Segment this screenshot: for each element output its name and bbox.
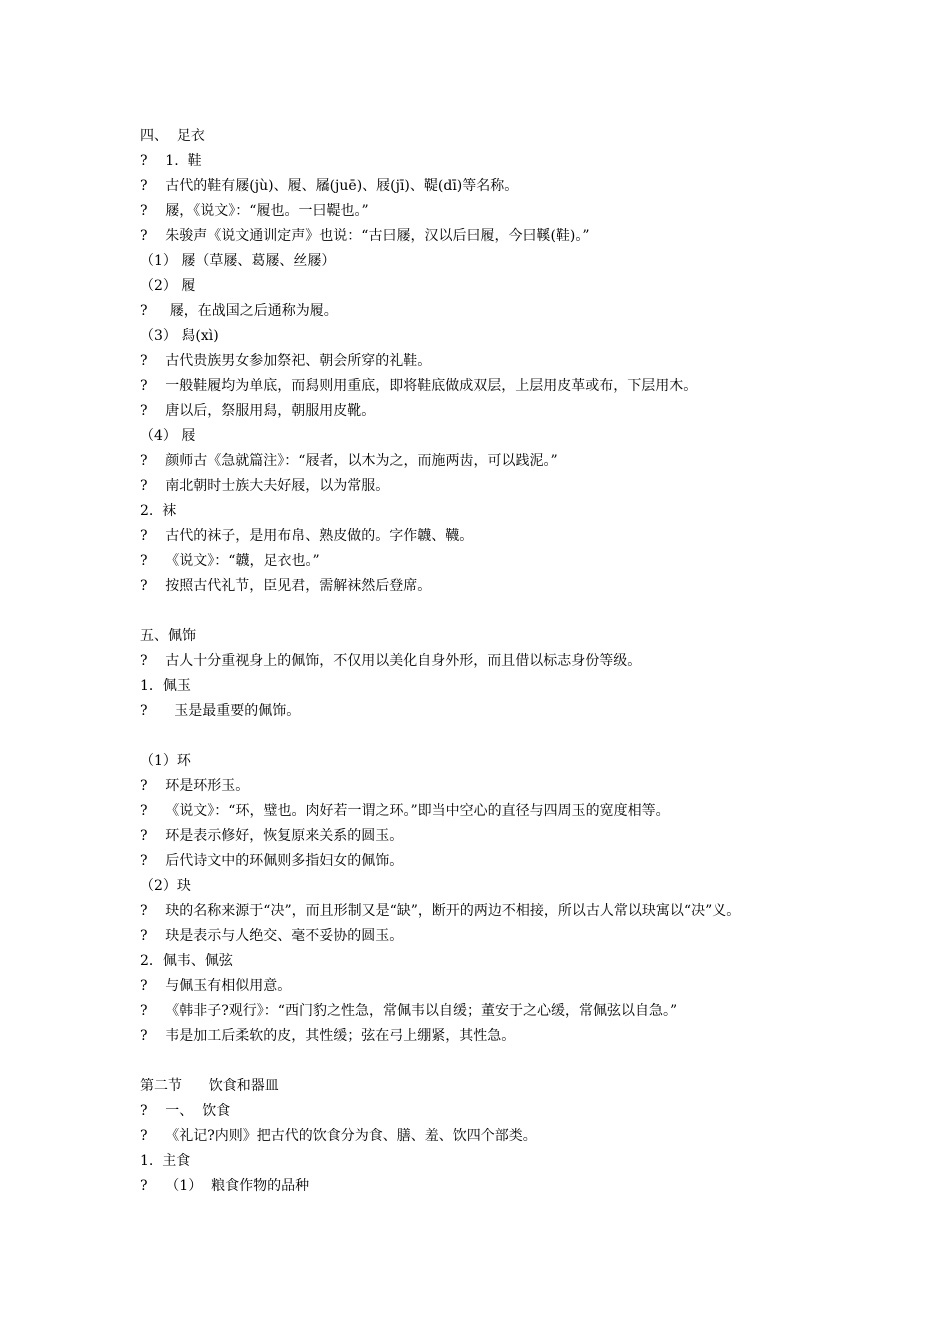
text-line: ? 古人十分重视身上的佩饰，不仅用以美化自身外形，而且借以标志身份等级。 [140,653,642,669]
text-line: ? 环是环形玉。 [140,778,250,794]
text-line: ? 1. 鞋 [140,153,202,169]
text-line: ? 玉是最重要的佩饰。 [140,703,301,719]
text-line: 五、佩饰 [140,628,196,644]
blank-line [140,1049,830,1074]
text-line: ? 古代的鞋有屦(jù)、履、屩(juē)、屐(jī)、鞮(dī)等名称。 [140,178,519,194]
text-line: （3） 舄(xì) [140,328,219,344]
text-line: 四、 足衣 [140,128,205,144]
blank-line [140,724,830,749]
document-body [140,124,830,1199]
text-line: （2） 履 [140,278,196,294]
text-line: ? 与佩玉有相似用意。 [140,978,292,994]
text-line: ? 《礼记?内则》把古代的饮食分为食、膳、羞、饮四个部类。 [140,1128,537,1144]
text-line: ? 唐以后，祭服用舄，朝服用皮靴。 [140,403,376,419]
blank-line [140,599,830,624]
text-line: ? 《说文》：“环，璧也。肉好若一谓之环。”即当中空心的直径与四周玉的宽度相等。 [140,803,670,819]
text-line: ? 后代诗文中的环佩则多指妇女的佩饰。 [140,853,404,869]
text-line: ? 古代的袜子，是用布帛、熟皮做的。字作韤、韈。 [140,528,474,544]
text-line: （1）环 [140,753,191,769]
text-line: 2. 袜 [140,503,177,519]
text-line: （4） 屐 [140,428,196,444]
text-line: ? 屦，《说文》：“履也。一曰鞮也。” [140,203,369,219]
text-line: 2．佩韦、佩弦 [140,953,233,969]
text-line: ? 一般鞋履均为单底，而舄则用重底，即将鞋底做成双层，上层用皮革或布，下层用木。 [140,378,698,394]
text-line: ? 按照古代礼节，臣见君，需解袜然后登席。 [140,578,432,594]
text-line: ? 玦是表示与人绝交、毫不妥协的圆玉。 [140,928,404,944]
text-line: ? 南北朝时士族大夫好屐，以为常服。 [140,478,390,494]
text-line: 1. 主食 [140,1153,191,1169]
text-line: ? 一、 饮食 [140,1103,231,1119]
text-line: ? 《韩非子?观行》：“西门豹之性急，常佩韦以自缓；董安于之心缓，常佩弦以自急。” [140,1003,678,1019]
text-line: ? 朱骏声《说文通训定声》也说：“古曰屦，汉以后曰履，今曰鞵(鞋)。” [140,228,590,244]
text-line: ? 韦是加工后柔软的皮，其性缓；弦在弓上绷紧，其性急。 [140,1028,516,1044]
text-line: ? 玦的名称来源于“决”，而且形制又是“缺”，断开的两边不相接，所以古人常以玦寓以“决”义。 [140,903,741,919]
text-line: ? 屦，在战国之后通称为履。 [140,303,338,319]
text-line: ? （1） 粮食作物的品种 [140,1178,310,1194]
text-line: ? 古代贵族男女参加祭祀、朝会所穿的礼鞋。 [140,353,432,369]
text-line: 1．佩玉 [140,678,191,694]
text-line: ? 颜师古《急就篇注》：“屐者，以木为之，而施两齿，可以践泥。” [140,453,558,469]
text-line: （1） 屦（草屦、葛屦、丝屦） [140,253,336,269]
text-line: ? 环是表示修好，恢复原来关系的圆玉。 [140,828,404,844]
text-line: ? 《说文》：“韤，足衣也。” [140,553,320,569]
text-line: 第二节 饮食和器皿 [140,1078,279,1094]
text-line: （2）玦 [140,878,191,894]
